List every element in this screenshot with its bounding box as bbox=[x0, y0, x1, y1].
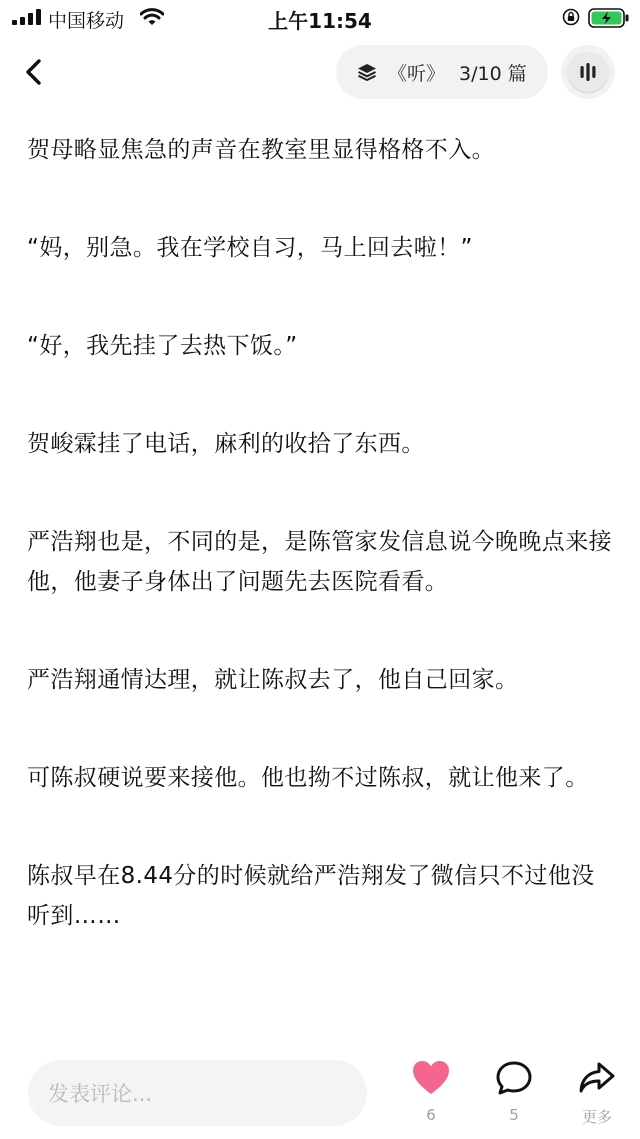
paragraph: 严浩翔也是，不同的是，是陈管家发信息说今晚晚点来接他，他妻子身体出了问题先去医院看看。 bbox=[27, 529, 612, 595]
speech-bubble-icon bbox=[495, 1060, 533, 1096]
carrier-name: 中国移动 bbox=[48, 10, 125, 32]
like-button[interactable] bbox=[401, 1060, 461, 1124]
paragraph: 可陈叔硬说要来接他。他也拗不过陈叔，就让他来了。 bbox=[27, 765, 589, 791]
back-chevron-icon[interactable] bbox=[18, 55, 52, 89]
paragraph: 贺峻霖挂了电话，麻利的收拾了东西。 bbox=[27, 431, 425, 457]
chapter-selector-button[interactable] bbox=[336, 45, 548, 99]
paragraph: “妈，别急。我在学校自习，马上回去啦！” bbox=[27, 235, 473, 261]
like-count: 6 bbox=[426, 1106, 436, 1124]
battery-icon bbox=[588, 8, 630, 28]
chapter-title: 《听》 bbox=[388, 62, 446, 85]
paragraph: 贺母略显焦急的声音在教室里显得格格不入。 bbox=[27, 137, 495, 163]
comment-placeholder: 发表评论... bbox=[48, 1082, 153, 1106]
audio-bars-icon bbox=[568, 52, 608, 92]
comment-button[interactable] bbox=[484, 1060, 544, 1124]
paragraph: 陈叔早在8.44分的时候就给严浩翔发了微信只不过他没听到…… bbox=[27, 863, 595, 929]
audio-button-face bbox=[568, 52, 608, 92]
more-share-button[interactable] bbox=[567, 1060, 627, 1127]
paragraph: “好，我先挂了去热下饭。” bbox=[27, 333, 298, 359]
audio-play-button[interactable] bbox=[561, 45, 615, 99]
layers-icon bbox=[356, 61, 378, 83]
orientation-lock-icon bbox=[562, 8, 580, 26]
status-time: 上午11:54 bbox=[268, 9, 372, 33]
share-arrow-icon bbox=[578, 1060, 616, 1096]
article-body bbox=[27, 130, 617, 994]
chapter-progress: 3/10 篇 bbox=[459, 62, 527, 85]
comment-count: 5 bbox=[509, 1106, 519, 1124]
comment-input[interactable] bbox=[28, 1060, 367, 1126]
paragraph: 严浩翔通情达理，就让陈叔去了，他自己回家。 bbox=[27, 667, 519, 693]
status-bar bbox=[0, 0, 640, 36]
more-label: 更多 bbox=[581, 1108, 612, 1126]
heart-icon bbox=[412, 1060, 450, 1096]
